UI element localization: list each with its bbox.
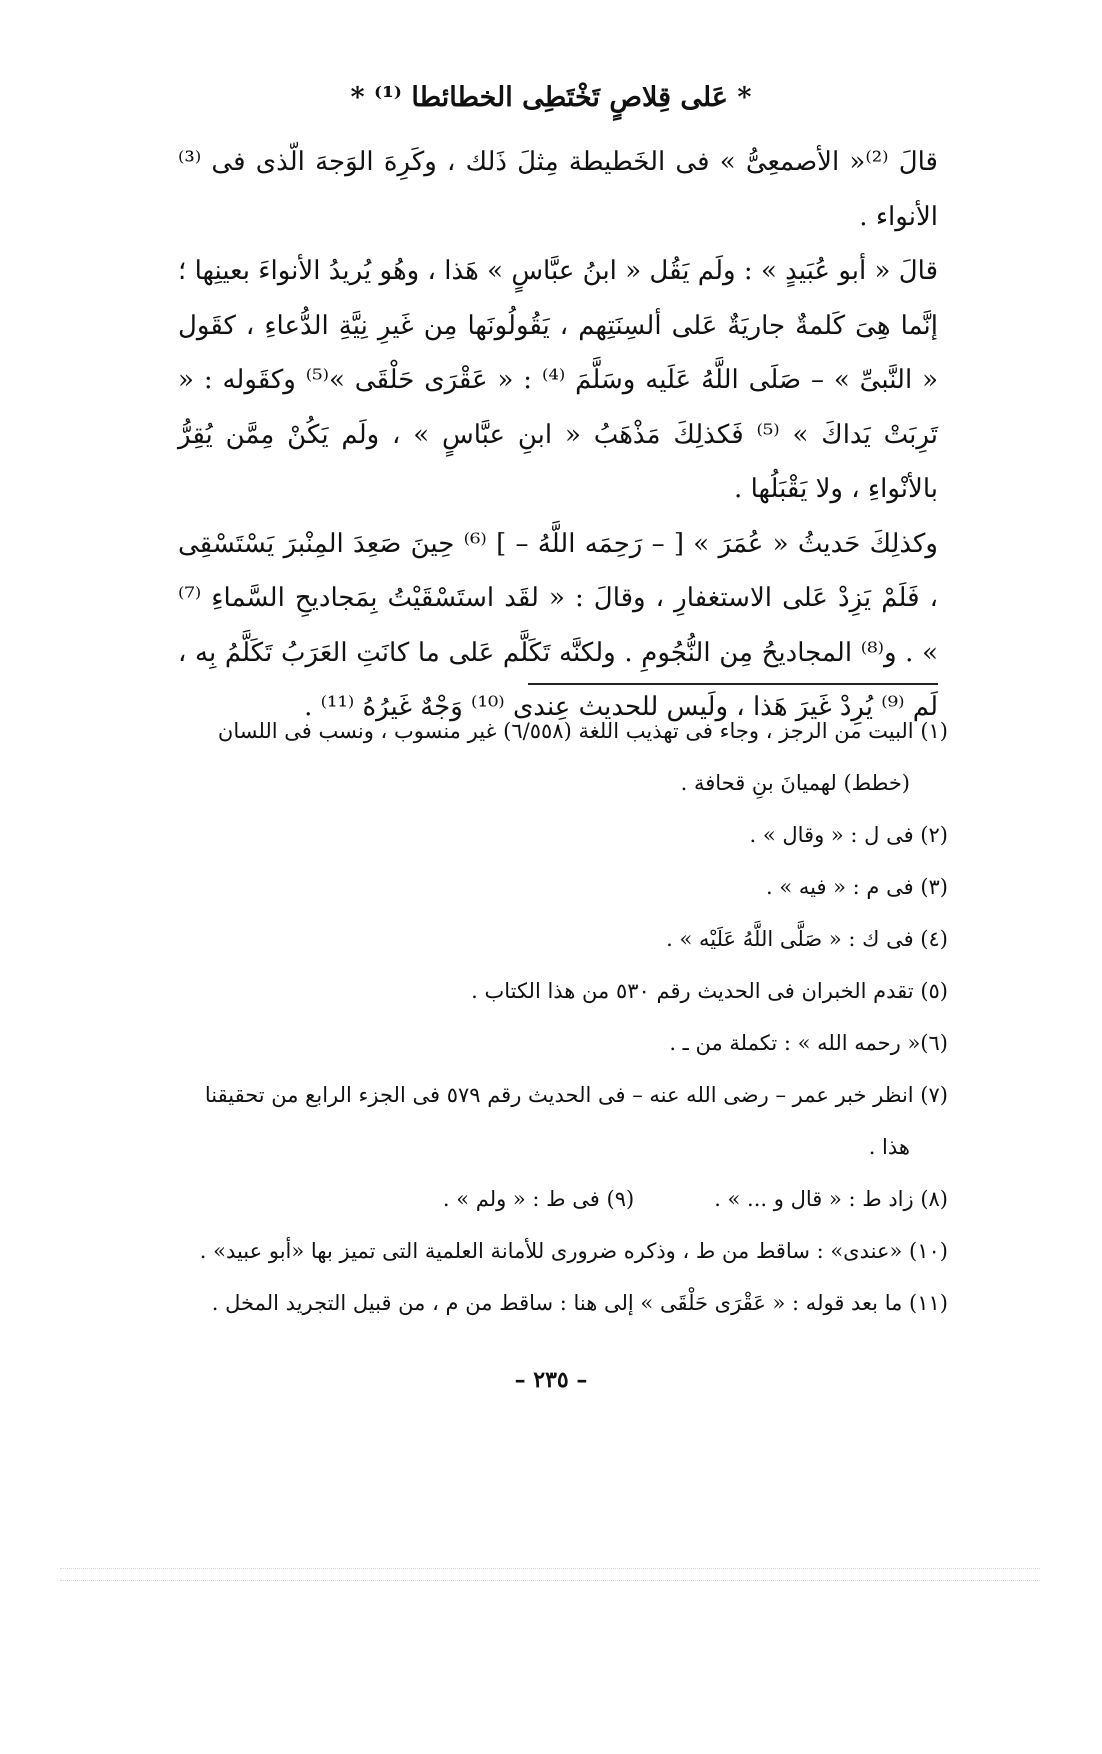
footnote-8: (٨) زاد ط : « قال و ... » .	[714, 1187, 948, 1211]
main-text	[178, 135, 938, 735]
footnote-6: (٦)« رحمه الله » : تكملة من ـ .	[669, 1031, 948, 1055]
footnote-1-continued: (خطط) لهميانَ بنِ قحافة .	[680, 771, 910, 795]
footnote-11: (١١) ما بعد قوله : « عَقْرَى حَلْقَى » إلى هنا : ساقط من م ، من قبيل التجريد المخل .	[211, 1291, 948, 1315]
footnote-7: (٧) انظر خبر عمر – رضى الله عنه – فى الحديث رقم ٥٧٩ فى الجزء الرابع من تحقيقنا	[204, 1083, 948, 1107]
paragraph-abu-ubayd: قالَ « أبو عُبَيدٍ » : ولَم يَقُل « ابنُ عبَّاسٍ » هَذا ، وهُو يُريدُ الأنواءَ بعينِها ؛ إنَّما هِىَ كَلمةٌ جاريَةٌ عَلى ألسِنَتِهم ، يَقُولُونَها مِن غَيرِ نِيَّةِ الدُّعاءِ ، كقَول « النَّبىِّ » – صَلَى اللَّهُ عَلَيه وسَلَّمَ ⁽⁴⁾ : « عَقْرَى حَلْقَى »⁽⁵⁾ وكقَوله : « تَرِبَتْ يَداكَ » ⁽⁵⁾ فَكذلِكَ مَذْهَبُ « ابنِ عبَّاسٍ » ، ولَم يَكُنْ مِمَّن يُقِرُّ بالأنْواءِ ، ولا يَقْبَلُها .	[178, 256, 938, 504]
verse-heading: * عَلى قِلاصٍ تَخْتَطِى الخطائطا ⁽¹⁾ *	[350, 82, 752, 113]
footnote-1: (١) البيت من الرجز ، وجاء فى تهذيب اللغة (٦/٥٥٨) غير منسوب ، ونسب فى اللسان	[217, 719, 948, 743]
footnote-divider	[528, 683, 938, 685]
footnote-10: (١٠) «عندى» : ساقط من ط ، وذكره ضرورى للأمانة العلمية التى تميز بها «أبو عبيد» .	[199, 1239, 948, 1263]
scan-noise-line	[60, 1580, 1040, 1581]
paragraph-asmai: قالَ ⁽²⁾« الأصمعِىُّ » فى الخَطيطة مِثلَ ذَلك ، وكَرِهَ الوَجهَ الّذى فى ⁽³⁾ الأنواء .	[178, 147, 938, 232]
footnotes	[170, 705, 948, 1329]
footnote-row-8-9	[170, 1173, 948, 1225]
footnote-9: (٩) فى ط : « ولم » .	[442, 1187, 635, 1211]
scan-noise-line	[60, 1568, 1040, 1569]
footnote-2: (٢) فى ل : « وقال » .	[749, 823, 948, 847]
footnote-5: (٥) تقدم الخبران فى الحديث رقم ٥٣٠ من هذا الكتاب .	[471, 979, 948, 1003]
footnote-3: (٣) فى م : « فيه » .	[765, 875, 948, 899]
footnote-4: (٤) فى ك : « صَلَّى اللَّهُ عَلَيْه » .	[666, 927, 948, 951]
footnote-7-continued: هذا .	[868, 1135, 910, 1159]
paragraph-umar: وكذلِكَ حَديثُ « عُمَرَ » [ – رَحِمَه اللَّهُ – ] ⁽⁶⁾ حِينَ صَعِدَ المِنْبرَ يَسْتَسْقِى ، فَلَمْ يَزِدْ عَلى الاستغفارِ ، وقالَ : « لقَد استَسْقَيْتُ بِمَجاديحِ السَّماءِ ⁽⁷⁾ » . و⁽⁸⁾ المجاديحُ مِن النُّجُومِ . ولكنَّه تَكَلَّم عَلى ما كانَتِ العَرَبُ تَكَلَّمُ بِه ، لَم ⁽⁹⁾ يُرِدْ غَيرَ هَذا ، ولَيس للحديث عِندى ⁽¹⁰⁾ وَجْهٌ غَيرُهُ ⁽¹¹⁾ .	[178, 528, 938, 722]
page-number: – ٢٣٥ –	[514, 1367, 588, 1393]
